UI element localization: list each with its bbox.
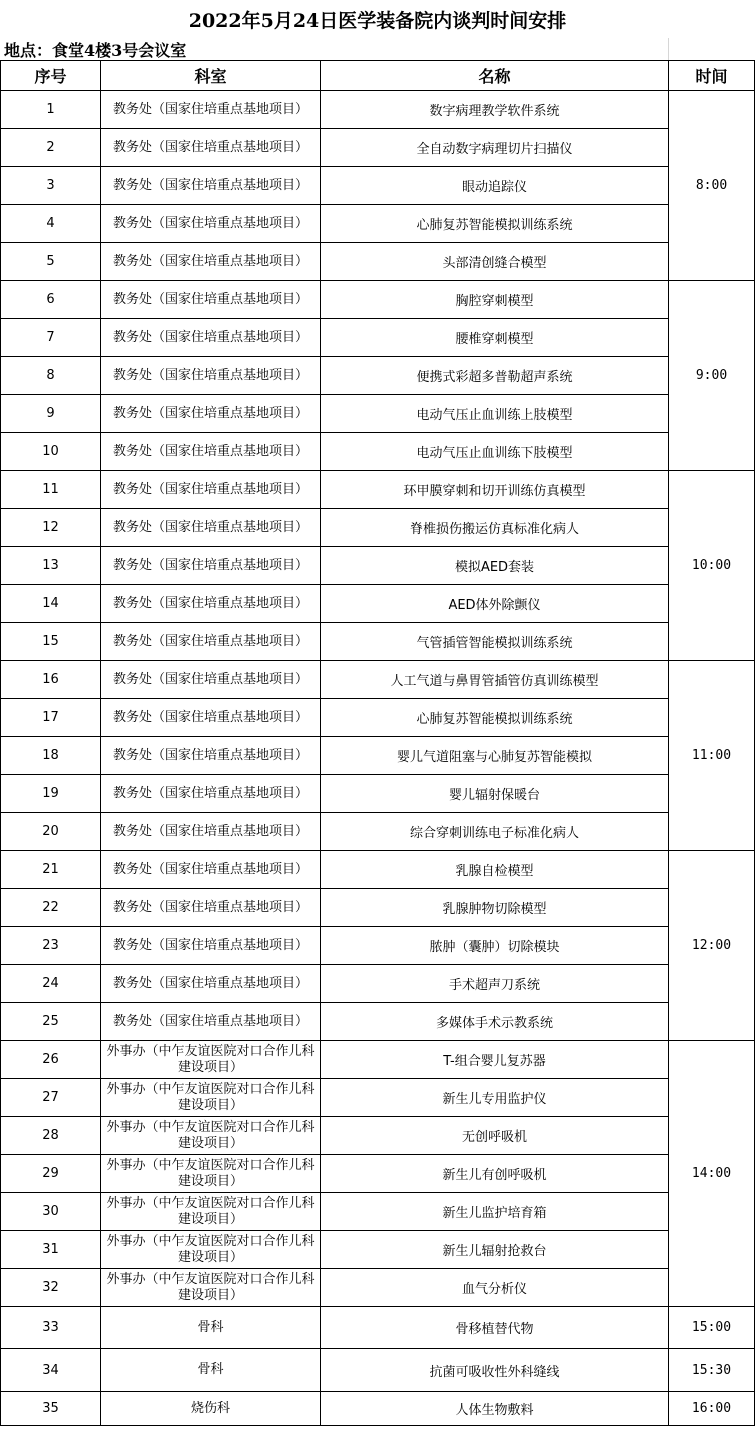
row-number: 26 — [1, 1041, 101, 1079]
table-row — [1, 965, 755, 1003]
header-time: 时间 — [669, 61, 755, 91]
table-row — [1, 1117, 755, 1155]
row-department: 骨科 — [101, 1307, 321, 1349]
row-item-name: 眼动追踪仪 — [321, 167, 669, 205]
row-department: 教务处（国家住培重点基地项目） — [101, 585, 321, 623]
row-item-name: 环甲膜穿刺和切开训练仿真模型 — [321, 471, 669, 509]
row-item-name: 新生儿有创呼吸机 — [321, 1155, 669, 1193]
row-number: 22 — [1, 889, 101, 927]
table-row — [1, 775, 755, 813]
row-item-name: 胸腔穿刺模型 — [321, 281, 669, 319]
row-department: 教务处（国家住培重点基地项目） — [101, 167, 321, 205]
location-empty-cell — [668, 38, 755, 61]
row-item-name: 心肺复苏智能模拟训练系统 — [321, 699, 669, 737]
row-number: 2 — [1, 129, 101, 167]
table-row — [1, 395, 755, 433]
row-item-name: 无创呼吸机 — [321, 1117, 669, 1155]
row-department: 教务处（国家住培重点基地项目） — [101, 433, 321, 471]
row-item-name: 数字病理教学软件系统 — [321, 91, 669, 129]
row-item-name: 综合穿刺训练电子标准化病人 — [321, 813, 669, 851]
table-row — [1, 737, 755, 775]
table-row — [1, 699, 755, 737]
row-department: 骨科 — [101, 1349, 321, 1392]
row-number: 35 — [1, 1392, 101, 1426]
row-item-name: 血气分析仪 — [321, 1269, 669, 1307]
row-item-name: 新生儿监护培育箱 — [321, 1193, 669, 1231]
row-department: 教务处（国家住培重点基地项目） — [101, 243, 321, 281]
row-number: 19 — [1, 775, 101, 813]
row-department: 外事办（中乍友谊医院对口合作儿科建设项目） — [101, 1193, 321, 1231]
row-item-name: 心肺复苏智能模拟训练系统 — [321, 205, 669, 243]
time-slot: 14:00 — [669, 1041, 755, 1307]
page-title: 2022年5月24日医学装备院内谈判时间安排 — [188, 9, 567, 32]
row-item-name: 人体生物敷料 — [321, 1392, 669, 1426]
time-slot: 11:00 — [669, 661, 755, 851]
table-row — [1, 1269, 755, 1307]
row-department: 外事办（中乍友谊医院对口合作儿科建设项目） — [101, 1079, 321, 1117]
row-item-name: 多媒体手术示教系统 — [321, 1003, 669, 1041]
table-row — [1, 509, 755, 547]
row-department: 教务处（国家住培重点基地项目） — [101, 547, 321, 585]
row-number: 6 — [1, 281, 101, 319]
row-department: 外事办（中乍友谊医院对口合作儿科建设项目） — [101, 1155, 321, 1193]
row-number: 24 — [1, 965, 101, 1003]
row-number: 17 — [1, 699, 101, 737]
row-department: 教务处（国家住培重点基地项目） — [101, 129, 321, 167]
row-department: 教务处（国家住培重点基地项目） — [101, 319, 321, 357]
row-item-name: 乳腺肿物切除模型 — [321, 889, 669, 927]
table-row — [1, 623, 755, 661]
table-row — [1, 1307, 755, 1349]
row-number: 28 — [1, 1117, 101, 1155]
row-department: 外事办（中乍友谊医院对口合作儿科建设项目） — [101, 1117, 321, 1155]
table-row — [1, 433, 755, 471]
table-row — [1, 813, 755, 851]
table-row — [1, 1155, 755, 1193]
table-row — [1, 471, 755, 509]
row-item-name: 骨移植替代物 — [321, 1307, 669, 1349]
row-department: 教务处（国家住培重点基地项目） — [101, 737, 321, 775]
row-department: 教务处（国家住培重点基地项目） — [101, 281, 321, 319]
table-row — [1, 281, 755, 319]
table-row — [1, 1193, 755, 1231]
table-row — [1, 889, 755, 927]
row-number: 16 — [1, 661, 101, 699]
row-department: 教务处（国家住培重点基地项目） — [101, 509, 321, 547]
row-number: 13 — [1, 547, 101, 585]
row-department: 教务处（国家住培重点基地项目） — [101, 851, 321, 889]
row-item-name: 气管插管智能模拟训练系统 — [321, 623, 669, 661]
row-item-name: 全自动数字病理切片扫描仪 — [321, 129, 669, 167]
time-slot: 15:30 — [669, 1349, 755, 1392]
table-row — [1, 1349, 755, 1392]
schedule-body — [1, 91, 755, 1426]
row-item-name: 电动气压止血训练下肢模型 — [321, 433, 669, 471]
row-number: 8 — [1, 357, 101, 395]
table-row — [1, 167, 755, 205]
table-row — [1, 585, 755, 623]
row-item-name: 乳腺自检模型 — [321, 851, 669, 889]
row-item-name: T-组合婴儿复苏器 — [321, 1041, 669, 1079]
row-item-name: 头部清创缝合模型 — [321, 243, 669, 281]
time-slot: 12:00 — [669, 851, 755, 1041]
time-slot: 16:00 — [669, 1392, 755, 1426]
table-row — [1, 1392, 755, 1426]
row-department: 教务处（国家住培重点基地项目） — [101, 927, 321, 965]
row-item-name: 婴儿辐射保暖台 — [321, 775, 669, 813]
row-department: 烧伤科 — [101, 1392, 321, 1426]
row-item-name: 人工气道与鼻胃管插管仿真训练模型 — [321, 661, 669, 699]
row-number: 32 — [1, 1269, 101, 1307]
row-number: 4 — [1, 205, 101, 243]
row-item-name: 脊椎损伤搬运仿真标准化病人 — [321, 509, 669, 547]
time-slot: 9:00 — [669, 281, 755, 471]
row-department: 教务处（国家住培重点基地项目） — [101, 623, 321, 661]
row-number: 31 — [1, 1231, 101, 1269]
row-number: 1 — [1, 91, 101, 129]
time-slot: 10:00 — [669, 471, 755, 661]
row-item-name: AED体外除颤仪 — [321, 585, 669, 623]
row-department: 教务处（国家住培重点基地项目） — [101, 395, 321, 433]
table-row — [1, 1041, 755, 1079]
row-number: 21 — [1, 851, 101, 889]
row-department: 教务处（国家住培重点基地项目） — [101, 91, 321, 129]
table-row — [1, 243, 755, 281]
row-department: 教务处（国家住培重点基地项目） — [101, 699, 321, 737]
row-number: 12 — [1, 509, 101, 547]
row-number: 23 — [1, 927, 101, 965]
table-row — [1, 1231, 755, 1269]
row-number: 11 — [1, 471, 101, 509]
table-row — [1, 547, 755, 585]
row-number: 15 — [1, 623, 101, 661]
header-row — [1, 61, 755, 91]
row-department: 教务处（国家住培重点基地项目） — [101, 1003, 321, 1041]
row-department: 外事办（中乍友谊医院对口合作儿科建设项目） — [101, 1041, 321, 1079]
row-item-name: 手术超声刀系统 — [321, 965, 669, 1003]
row-item-name: 脓肿（囊肿）切除模块 — [321, 927, 669, 965]
row-item-name: 便携式彩超多普勒超声系统 — [321, 357, 669, 395]
table-row — [1, 661, 755, 699]
schedule-table — [0, 60, 755, 1426]
table-row — [1, 1003, 755, 1041]
row-item-name: 模拟AED套装 — [321, 547, 669, 585]
row-department: 教务处（国家住培重点基地项目） — [101, 205, 321, 243]
row-item-name: 电动气压止血训练上肢模型 — [321, 395, 669, 433]
table-row — [1, 357, 755, 395]
row-number: 27 — [1, 1079, 101, 1117]
table-row — [1, 319, 755, 357]
row-department: 外事办（中乍友谊医院对口合作儿科建设项目） — [101, 1269, 321, 1307]
row-department: 教务处（国家住培重点基地项目） — [101, 357, 321, 395]
row-number: 18 — [1, 737, 101, 775]
row-number: 5 — [1, 243, 101, 281]
row-number: 9 — [1, 395, 101, 433]
row-department: 教务处（国家住培重点基地项目） — [101, 775, 321, 813]
row-number: 33 — [1, 1307, 101, 1349]
time-slot: 8:00 — [669, 91, 755, 281]
header-name: 名称 — [321, 61, 669, 91]
row-number: 14 — [1, 585, 101, 623]
row-number: 30 — [1, 1193, 101, 1231]
time-slot: 15:00 — [669, 1307, 755, 1349]
table-row — [1, 91, 755, 129]
table-row — [1, 927, 755, 965]
row-department: 教务处（国家住培重点基地项目） — [101, 889, 321, 927]
header-dept: 科室 — [101, 61, 321, 91]
row-number: 34 — [1, 1349, 101, 1392]
row-number: 25 — [1, 1003, 101, 1041]
table-row — [1, 1079, 755, 1117]
row-item-name: 新生儿辐射抢救台 — [321, 1231, 669, 1269]
row-item-name: 婴儿气道阻塞与心肺复苏智能模拟 — [321, 737, 669, 775]
table-row — [1, 851, 755, 889]
row-department: 外事办（中乍友谊医院对口合作儿科建设项目） — [101, 1231, 321, 1269]
row-department: 教务处（国家住培重点基地项目） — [101, 813, 321, 851]
row-item-name: 腰椎穿刺模型 — [321, 319, 669, 357]
row-department: 教务处（国家住培重点基地项目） — [101, 471, 321, 509]
row-number: 7 — [1, 319, 101, 357]
header-no: 序号 — [1, 61, 101, 91]
row-number: 29 — [1, 1155, 101, 1193]
row-number: 20 — [1, 813, 101, 851]
row-department: 教务处（国家住培重点基地项目） — [101, 661, 321, 699]
row-number: 10 — [1, 433, 101, 471]
row-number: 3 — [1, 167, 101, 205]
row-item-name: 新生儿专用监护仪 — [321, 1079, 669, 1117]
row-department: 教务处（国家住培重点基地项目） — [101, 965, 321, 1003]
table-row — [1, 205, 755, 243]
row-item-name: 抗菌可吸收性外科缝线 — [321, 1349, 669, 1392]
location-label: 地点：食堂4楼3号会议室 — [4, 41, 187, 60]
table-row — [1, 129, 755, 167]
